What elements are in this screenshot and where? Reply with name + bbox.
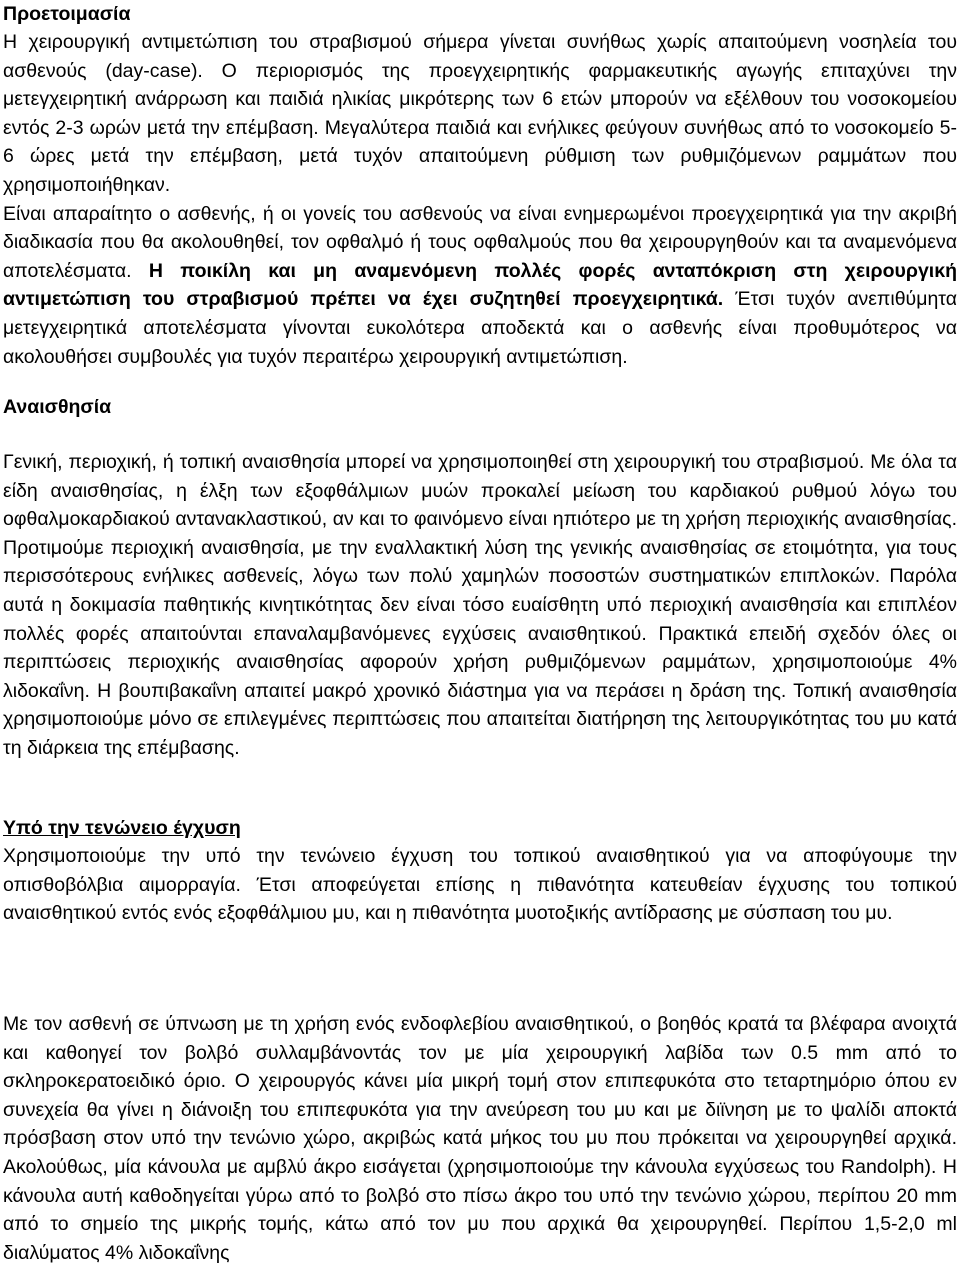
section-preparation — [3, 0, 957, 371]
section-procedure — [3, 1010, 957, 1267]
paragraph-preparation-2-start: Είναι απαραίτητο ο ασθενής, ή οι γονείς του ασθενούς να είναι ενημερωμένοι προεγχειρητικά για την ακριβή διαδικασία που θα ακολουθηθεί, τον οφθαλμό ή τους οφθαλμούς που θα χειρουργηθούν και τα αναμενόμενα αποτελέσματα. — [3, 202, 957, 282]
heading-anaesthesia: Αναισθησία — [3, 396, 112, 418]
section-subtenon — [3, 842, 957, 928]
paragraph-preparation-2 — [3, 200, 957, 372]
section-anaesthesia — [3, 448, 957, 763]
paragraph-procedure-1: Με τον ασθενή σε ύπνωση με τη χρήση ενός ενδοφλεβίου αναισθητικού, ο βοηθός κρατά τα βλέφαρα ανοιχτά και καθοηγεί τον βολβό συλλαμβάνοντάς τον με μία χειρουργική λαβίδα των 0.5 mm από το σκληροκερατοειδικό όριο. Ο χειρουργός κάνει μία μικρή τομή στον επιπεφυκότα στο τεταρτημόριο όπου εν συνεχεία θα γίνει η διάνοιξη του επιπεφυκότα για την ανεύρεση του μυ και με διϊνηση με το ψαλίδι αποκτά πρόσβαση στον υπό την τενώνιο χώρο, ακριβώς κατά μήκος του μυ που πρόκειται να χειρουργηθεί αρχικά. Ακολούθως, μία κάνουλα με αμβλύ άκρο εισάγεται (χρησιμοποιούμε την κάνουλα εγχύσεως του Randolph). Η κάνουλα αυτή καθοδηγείται γύρω από το βολβό στο πίσω άκρο του υπό την τενώνιο χώρου, περίπου 20 mm από το σημείο της μικρής τομής, κάτω από τον μυ που αρχικά θα χειρουργηθεί. Περίπου 1,5-2,0 ml διαλύματος 4% λιδοκαΐνης — [3, 1013, 957, 1264]
heading-preparation: Προετοιμασία — [3, 3, 131, 25]
paragraph-subtenon-1: Χρησιμοποιούμε την υπό την τενώνειο έγχυση του τοπικού αναισθητικού για να αποφύγουμε την οπισθοβόλβια αιμορραγία. Έτσι αποφεύγεται επίσης η πιθανότητα κατευθείαν έγχυσης του τοπικού αναισθητικού εντός ενός εξοφθάλμιου μυ, και η πιθανότητα μυοτοξικής αντίδρασης με σύσπαση του μυ. — [3, 845, 957, 925]
paragraph-anaesthesia-1: Γενική, περιοχική, ή τοπική αναισθησία μπορεί να χρησιμοποιηθεί στη χειρουργική του στραβισμού. Με όλα τα είδη αναισθησίας, η έλξη των εξοφθάλμιων μυών προκαλεί μείωση του καρδιακού ρυθμού λόγω του οφθαλμοκαρδιακού αντανακλαστικού, αν και το φαινόμενο είναι ηπιότερο με τη χρήση περιοχικής αναισθησίας. Προτιμούμε περιοχική αναισθησία, με την εναλλακτική λύση της γενικής αναισθησίας σε ετοιμότητα, για τους περισσότερους ενήλικες ασθενείς, λόγω των πολύ χαμηλών ποσοστών συστηματικών επιπλοκών. Παρόλα αυτά η δοκιμασία παθητικής κινητικότητας δεν είναι τόσο ευαίσθητη υπό περιοχική αναισθησία και επιπλέον πολλές φορές απαιτούνται επαναλαμβανόμενες εγχύσεις αναισθητικού. Πρακτικά επειδή σχεδόν όλες οι περιπτώσεις περιοχικής αναισθησίας αφορούν χρήση ρυθμιζόμενων ραμμάτων, χρησιμοποιούμε 4% λιδοκαΐνη. Η βουπιβακαΐνη απαιτεί μακρό χρονικό διάστημα για να περάσει η δράση της. Τοπική αναισθησία χρησιμοποιούμε μόνο σε επιλεγμένες περιπτώσεις που απαιτείται διατήρηση της λειτουργικότητας του μυ κατά τη διάρκεια της επέμβασης. — [3, 451, 957, 759]
heading-subtenon: Υπό την τενώνειο έγχυση — [3, 817, 241, 839]
paragraph-preparation-1: Η χειρουργική αντιμετώπιση του στραβισμού σήμερα γίνεται συνήθως χωρίς απαιτούμενη νοσηλεία του ασθενούς (day-case). Ο περιορισμός της προεγχειρητικής φαρμακευτικής αγωγής επιταχύνει την μετεγχειρητική ανάρρωση και παιδιά ηλικίας μικρότερης των 6 ετών μπορούν να εξέλθουν του νοσοκομείου εντός 2-3 ωρών μετά την επέμβαση. Μεγαλύτερα παιδιά και ενήλικες φεύγουν συνήθως από το νοσοκομείο 5-6 ώρες μετά την επέμβαση, μετά τυχόν απαιτούμενη ρύθμιση των ρυθμιζόμενων ραμμάτων που χρησιμοποιήθηκαν. — [3, 31, 957, 196]
paragraph-preparation-2-bold: Η ποικίλη και μη αναμενόμενη πολλές φορές ανταπόκριση στη χειρουργική αντιμετώπιση του στραβισμού πρέπει να έχει συζητηθεί προεγχειρητικά. — [3, 259, 957, 311]
paragraph-preparation-2-end: Έτσι τυχόν ανεπιθύμητα μετεγχειρητικά αποτελέσματα γίνονται ευκολότερα αποδεκτά και ο ασθενής είναι προθυμότερος να ακολουθήσει συμβουλές για τυχόν περαιτέρω χειρουργική αντιμετώπιση. — [3, 288, 957, 368]
